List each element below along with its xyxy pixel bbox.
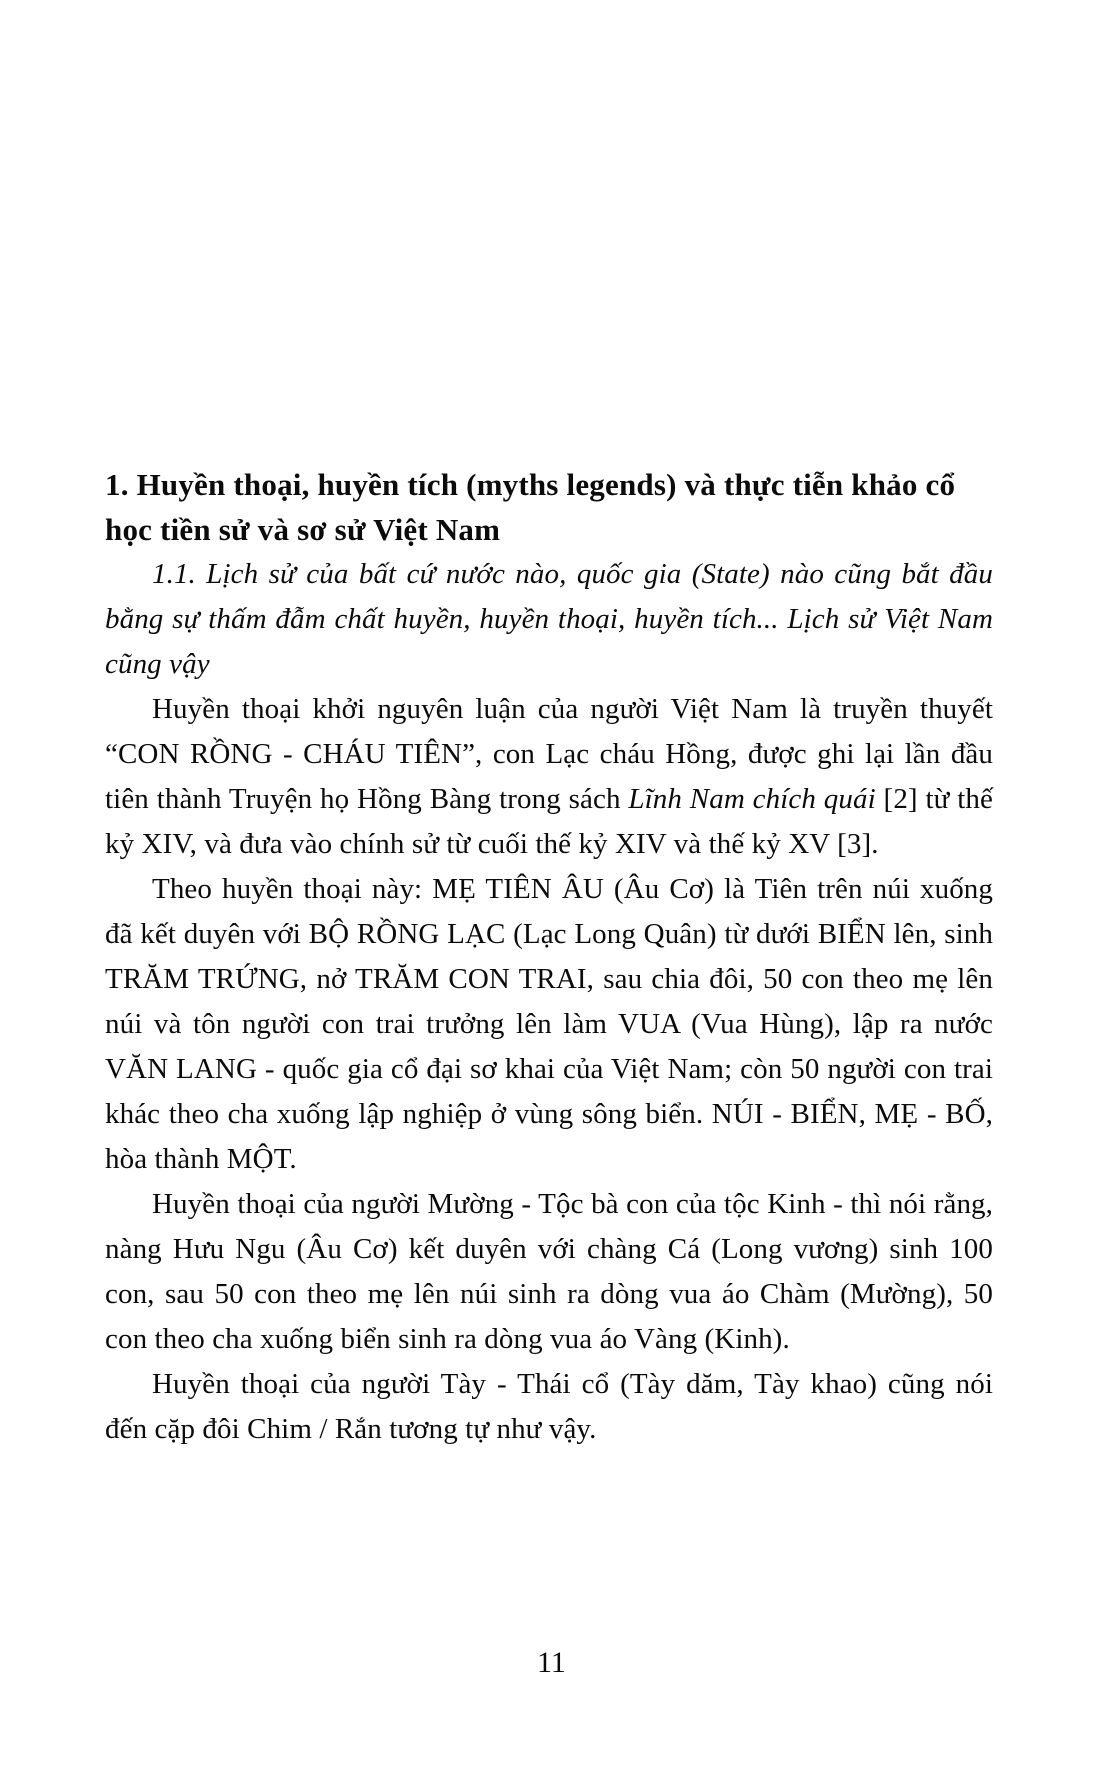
paragraph-tay-legend: Huyền thoại của người Tày - Thái cổ (Tày dăm, Tày khao) cũng nói đến cặp đôi Chim / Rắn tương tự như vậy. <box>105 1368 993 1445</box>
page-number: 11 <box>537 1646 566 1679</box>
paragraph-muong-legend: Huyền thoại của người Mường - Tộc bà con của tộc Kinh - thì nói rằng, nàng Hưu Ngu (Âu Cơ) kết duyên với chàng Cá (Long vương) sinh 100 con, sau 50 con theo mẹ lên núi sinh ra dòng vua áo Chàm (Mường), 50 con theo cha xuống biển sinh ra dòng vua áo Vàng (Kinh). <box>105 1188 993 1355</box>
book-title-italic: Lĩnh Nam chích quái <box>628 783 876 815</box>
paragraph-au-co-legend: Theo huyền thoại này: MẸ TIÊN ÂU (Âu Cơ) là Tiên trên núi xuống đã kết duyên với BỘ RỒNG LẠC (Lạc Long Quân) từ dưới BIỂN lên, sinh TRĂM TRỨNG, nở TRĂM CON TRAI, sau chia đôi, 50 con theo mẹ lên núi và tôn người con trai trưởng lên làm VUA (Vua Hùng), lập ra nước VĂN LANG - quốc gia cổ đại sơ khai của Việt Nam; còn 50 người con trai khác theo cha xuống lập nghiệp ở vùng sông biển. NÚI - BIỂN, MẸ - BỐ, hòa thành MỘT. <box>105 873 993 1175</box>
paragraph-text-after: [2] từ thế kỷ XIV, và đưa vào chính sử từ cuối thế kỷ XIV và thế kỷ XV [3]. <box>105 783 993 860</box>
text-block <box>105 462 993 1452</box>
section-heading: 1. Huyền thoại, huyền tích (myths legends) và thực tiễn khảo cổ học tiền sử và sơ sử Việt Nam <box>105 467 956 547</box>
paragraph-origin-myth <box>105 687 993 867</box>
paragraph-text-before: Huyền thoại khởi nguyên luận của người Việt Nam là truyền thuyết “CON RỒNG - CHÁU TIÊN”, con Lạc cháu Hồng, được ghi lại lần đầu tiên thành Truyện họ Hồng Bàng trong sách <box>105 693 993 815</box>
subsection-intro-italic: 1.1. Lịch sử của bất cứ nước nào, quốc gia (State) nào cũng bắt đầu bằng sự thấm đẫm chất huyền, huyền thoại, huyền tích... Lịch sử Việt Nam cũng vậy <box>105 558 993 680</box>
